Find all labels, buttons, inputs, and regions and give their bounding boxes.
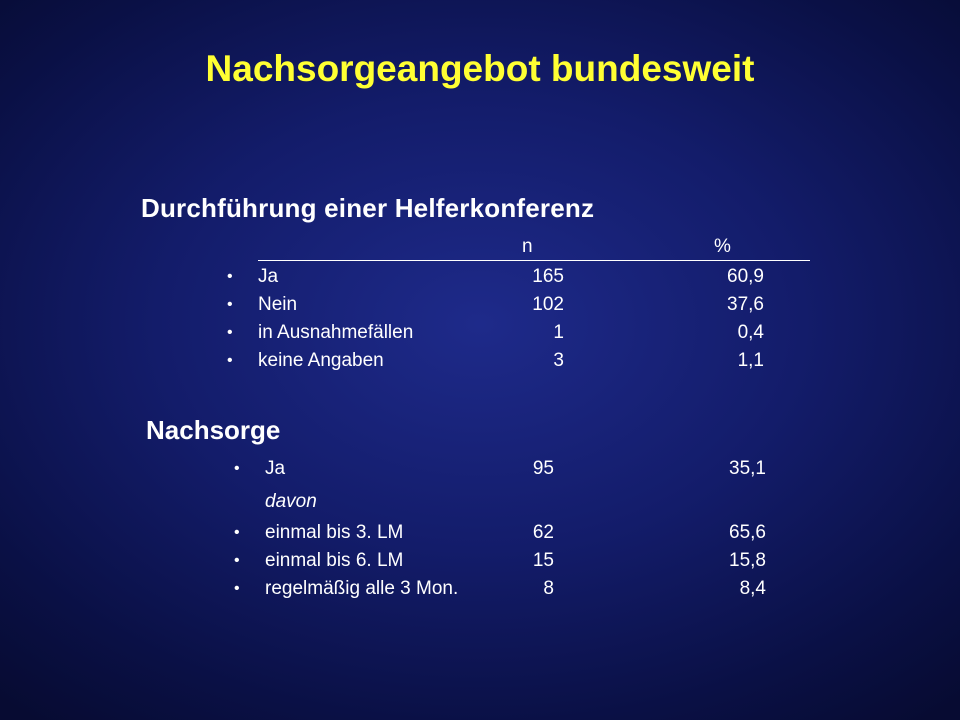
helferkonferenz-heading: Durchführung einer Helferkonferenz — [141, 193, 595, 223]
bullet-icon: • — [234, 524, 240, 541]
row-label: Ja — [258, 266, 279, 287]
davon-label: davon — [265, 491, 317, 512]
row-percent-value: 35,1 — [729, 458, 766, 479]
bullet-icon: • — [227, 324, 233, 341]
row-n-value: 95 — [532, 458, 554, 479]
row-n-value: 1 — [553, 322, 564, 343]
column-header-n: n — [522, 236, 533, 257]
row-n-value: 102 — [532, 294, 564, 315]
column-header-percent: % — [714, 236, 731, 257]
slide-title: Nachsorgeangebot bundesweit — [205, 48, 755, 89]
bullet-icon: • — [234, 460, 240, 477]
row-label: einmal bis 6. LM — [265, 550, 404, 571]
bullet-icon: • — [227, 268, 233, 285]
table-header-rule — [258, 260, 810, 261]
row-label: Ja — [265, 458, 286, 479]
nachsorge-heading: Nachsorge — [146, 415, 281, 445]
row-n-value: 62 — [532, 522, 554, 543]
row-percent-value: 37,6 — [727, 294, 764, 315]
bullet-icon: • — [227, 352, 233, 369]
row-label: regelmäßig alle 3 Mon. — [265, 578, 459, 599]
row-n-value: 3 — [553, 350, 564, 371]
row-n-value: 165 — [532, 266, 564, 287]
bullet-icon: • — [234, 552, 240, 569]
row-label: keine Angaben — [258, 350, 384, 371]
bullet-icon: • — [227, 296, 233, 313]
row-percent-value: 65,6 — [729, 522, 766, 543]
row-n-value: 8 — [543, 578, 554, 599]
row-percent-value: 1,1 — [737, 350, 764, 371]
row-percent-value: 8,4 — [739, 578, 766, 599]
row-label: einmal bis 3. LM — [265, 522, 404, 543]
row-label: Nein — [258, 294, 298, 315]
row-percent-value: 0,4 — [737, 322, 764, 343]
row-percent-value: 60,9 — [727, 266, 764, 287]
row-percent-value: 15,8 — [729, 550, 766, 571]
row-label: in Ausnahmefällen — [258, 322, 414, 343]
bullet-icon: • — [234, 580, 240, 597]
row-n-value: 15 — [532, 550, 554, 571]
